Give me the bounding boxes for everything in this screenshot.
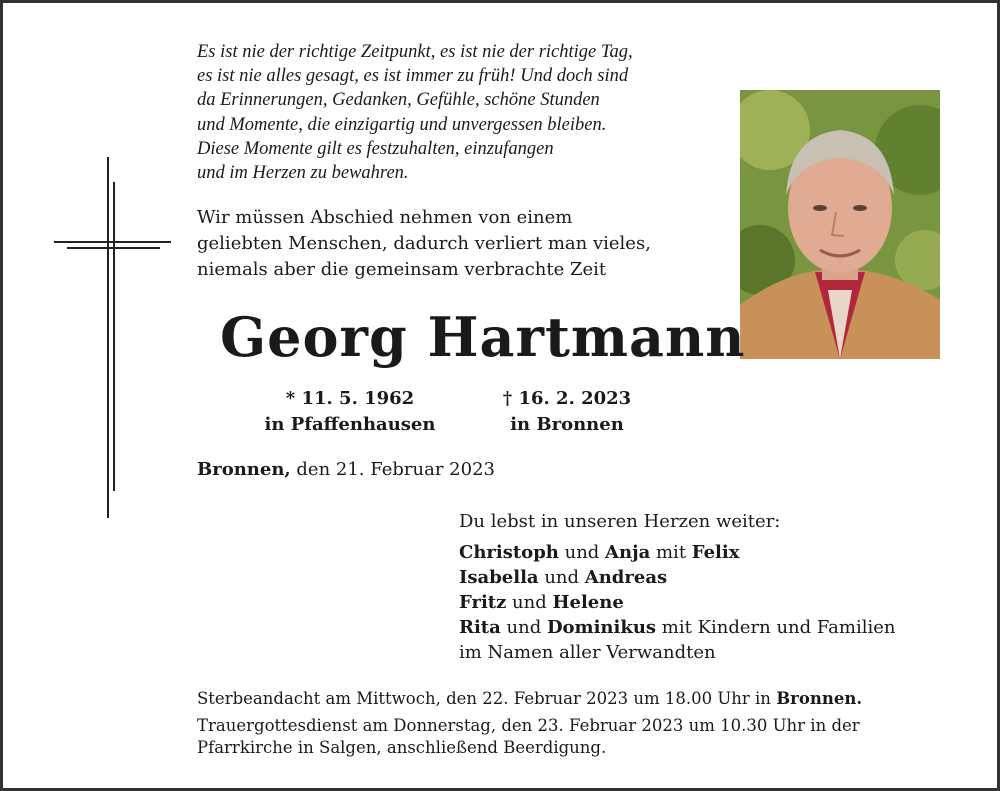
intro-text [197, 205, 651, 283]
quote-line: und im Herzen zu bewahren. [197, 163, 409, 184]
mourner-line [459, 540, 895, 565]
mourner-name: Felix [691, 542, 740, 563]
mourner-name: Andreas [584, 567, 668, 588]
mourner-line: im Namen aller Verwandten [459, 642, 716, 663]
death-date: † 16. 2. 2023 [502, 388, 632, 409]
notice-place: Bronnen. [776, 689, 863, 708]
mourner-name: Rita [459, 617, 501, 638]
birth-date: * 11. 5. 1962 [285, 388, 415, 409]
connector: mit [650, 542, 692, 563]
notice-line [197, 688, 862, 710]
mourner-name: Fritz [459, 592, 507, 613]
quote-line: und Momente, die einzigartig und unvergessen bleiben. [197, 114, 607, 135]
mourner-name: Anja [605, 542, 651, 563]
mourner-name: Dominikus [546, 617, 657, 638]
portrait-photo [740, 90, 940, 359]
connector: und [506, 592, 553, 613]
notice-text: Sterbeandacht am Mittwoch, den 22. Februar 2023 um 18.00 Uhr in [197, 689, 777, 708]
place-name: Bronnen, [197, 459, 291, 480]
mourner-name: Isabella [459, 567, 539, 588]
mourner-line [459, 565, 895, 590]
connector: mit Kindern und Familien [656, 617, 896, 638]
mourner-name: Christoph [459, 542, 559, 563]
mourner-line [459, 615, 895, 640]
mourner-name: Helene [552, 592, 624, 613]
service-notice [197, 688, 862, 759]
quote-line: da Erinnerungen, Gedanken, Gefühle, schöne Stunden [197, 90, 600, 111]
connector: und [538, 567, 585, 588]
death-place: in Bronnen [510, 414, 624, 435]
place-date: den 21. Februar 2023 [290, 459, 495, 480]
quote-line: es ist nie alles gesagt, es ist immer zu früh! Und doch sind [197, 66, 629, 87]
mourners-block [459, 509, 895, 665]
mourners-lead: Du lebst in unseren Herzen weiter: [459, 511, 781, 532]
place-date-line [197, 459, 495, 480]
notice-line: Pfarrkirche in Salgen, anschließend Beerdigung. [197, 738, 607, 757]
connector: und [500, 617, 547, 638]
quote-line: Es ist nie der richtige Zeitpunkt, es ist nie der richtige Tag, [197, 42, 633, 62]
intro-line: geliebten Menschen, dadurch verliert man vieles, [197, 233, 651, 254]
death-info [492, 386, 642, 438]
poem-quote [197, 40, 633, 185]
deceased-name: Georg Hartmann [220, 305, 746, 369]
connector: und [558, 542, 606, 563]
mourner-line [459, 590, 895, 615]
intro-line: niemals aber die gemeinsam verbrachte Zeit [197, 259, 607, 280]
birth-info [255, 386, 445, 438]
quote-line: Diese Momente gilt es festzuhalten, einzufangen [197, 138, 554, 159]
intro-line: Wir müssen Abschied nehmen von einem [197, 207, 573, 228]
birth-place: in Pfaffenhausen [264, 414, 436, 435]
notice-line: Trauergottesdienst am Donnerstag, den 23. Februar 2023 um 10.30 Uhr in der [197, 716, 860, 735]
